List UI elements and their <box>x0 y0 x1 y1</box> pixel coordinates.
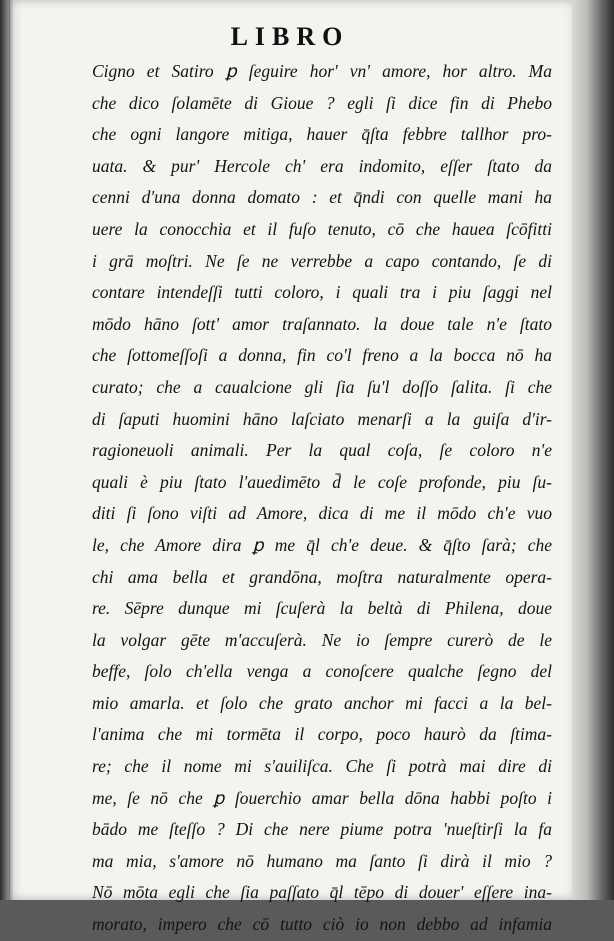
text-line: re. Sēpre dunque mi ſcuſerà la beltà di Philena, doue <box>92 598 552 619</box>
text-line: beffe, ſolo ch'ella venga a conoſcere qualche ſegno del <box>92 661 552 682</box>
binding-shadow <box>0 0 14 900</box>
text-line: diti ſi ſono viſti ad Amore, dica di me il mōdo ch'e vuo <box>92 503 552 524</box>
text-line: uata. & pur' Hercole ch' era indomito, eſſer ſtato da <box>92 155 552 176</box>
text-line: l'anima che mi tormēta il corpo, poco haurò da ſtima- <box>92 724 552 745</box>
text-line: ma mia, s'amore nō humano ma ſanto ſi dirà il mio ? <box>92 850 552 871</box>
text-line: la volgar gēte m'accuſerà. Ne io ſempre curerò de le <box>92 629 552 650</box>
text-line: mōdo hāno ſott' amor traſannato. la doue tale n'e ſtato <box>92 313 552 334</box>
text-line: morato, impero che cō tutto ciò io non debbo ad infamia <box>92 914 552 935</box>
text-line: chi ama bella et grandōna, moſtra naturalmente opera- <box>92 566 552 587</box>
text-line: bādo me ſteſſo ? Di che nere piume potra 'nueſtirſi la fa <box>92 819 552 840</box>
text-line: re; che il nome mi s'auiliſca. Che ſi potrà mai dire di <box>92 756 552 777</box>
body-text <box>92 56 552 941</box>
text-line: che ſottomeſſoſi a donna, fin co'l freno a la bocca nō ha <box>92 345 552 366</box>
text-line: quali è piu ſtato l'auedimēto d̄ le coſe profonde, piu ſu- <box>92 471 552 492</box>
text-line: Cigno et Satiro ꝑ ſeguire hor' vn' amore, hor altro. Ma <box>92 61 552 81</box>
page-edge-shadow <box>572 0 614 900</box>
text-line: ragioneuoli animali. Per la qual coſa, ſe coloro n'e <box>92 440 552 461</box>
page-sheet <box>10 0 580 935</box>
text-line: i grā moſtri. Ne ſe ne verrebbe a capo contando, ſe di <box>92 250 552 271</box>
text-line: le, che Amore dira ꝑ me q̄l ch'e deue. & q̄ſto ſarà; che <box>92 534 552 555</box>
text-line: Nō mōta egli che ſia paſſato q̄l tēpo di douer' eſſere ina- <box>92 882 552 903</box>
text-line: che dico ſolamēte di Gioue ? egli ſi dice fin di Phebo <box>92 92 552 113</box>
running-head: LIBRO <box>230 22 350 51</box>
text-line: uere la conocchia et il fuſo tenuto, cō che hauea ſcōfitti <box>92 218 552 239</box>
text-line: curato; che a caualcione gli ſia ſu'l doſſo ſalita. ſi che <box>92 376 552 397</box>
text-line: di ſaputi huomini hāno laſciato menarſi a la guiſa d'ir- <box>92 408 552 429</box>
text-line: mio amarla. et ſolo che grato anchor mi facci a la bel- <box>92 692 552 713</box>
text-line: contare intendeſſi tutti coloro, i quali tra i piu ſaggi nel <box>92 282 552 303</box>
text-line: me, ſe nō che ꝑ ſouerchio amar bella dōna habbi poſto i <box>92 787 552 808</box>
text-line: che ogni langore mitiga, hauer q̄ſta febbre tallhor pro- <box>92 124 552 145</box>
text-line: cenni d'una donna domato : et q̄ndi con quelle mani ha <box>92 187 552 208</box>
